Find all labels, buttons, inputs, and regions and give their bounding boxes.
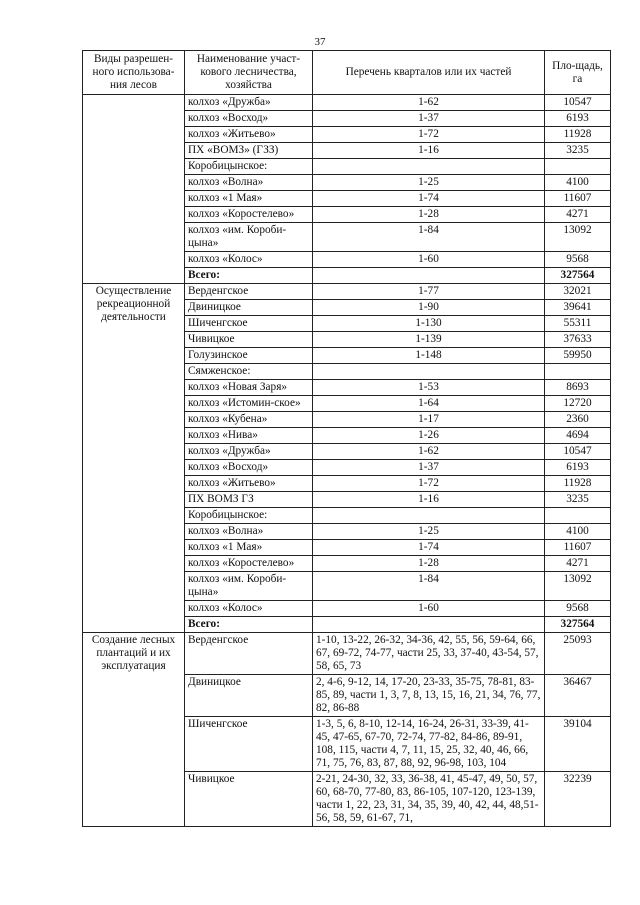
forestry-name-cell: ПХ «ВОМЗ» (ГЗЗ) bbox=[185, 143, 313, 159]
quarters-cell: 1-53 bbox=[313, 380, 545, 396]
forestry-name-cell: колхоз «Нива» bbox=[185, 428, 313, 444]
use-type-cell: Осуществление рекреационной деятельности bbox=[83, 284, 185, 633]
area-cell: 4271 bbox=[545, 207, 611, 223]
forestry-name-cell: колхоз «Новая Заря» bbox=[185, 380, 313, 396]
header-area: Пло-щадь, га bbox=[545, 51, 611, 95]
table-row bbox=[83, 633, 611, 675]
use-type-cell bbox=[83, 95, 185, 284]
area-cell: 3235 bbox=[545, 143, 611, 159]
area-cell: 13092 bbox=[545, 572, 611, 601]
quarters-cell: 1-26 bbox=[313, 428, 545, 444]
quarters-cell: 1-25 bbox=[313, 524, 545, 540]
forestry-name-cell: колхоз «Кубена» bbox=[185, 412, 313, 428]
area-cell: 12720 bbox=[545, 396, 611, 412]
forestry-name-cell: колхоз «Колос» bbox=[185, 601, 313, 617]
area-cell: 9568 bbox=[545, 252, 611, 268]
forestry-name-cell: ПХ ВОМЗ ГЗ bbox=[185, 492, 313, 508]
forestry-name-cell: колхоз «Волна» bbox=[185, 175, 313, 191]
forestry-name-cell: колхоз «Восход» bbox=[185, 111, 313, 127]
forestry-name-cell: Коробицынское: bbox=[185, 159, 313, 175]
quarters-cell bbox=[313, 364, 545, 380]
use-type-cell: Создание лесных плантаций и их эксплуатация bbox=[83, 633, 185, 827]
forestry-name-cell: колхоз «Коростелево» bbox=[185, 556, 313, 572]
quarters-cell: 1-37 bbox=[313, 460, 545, 476]
area-cell: 6193 bbox=[545, 111, 611, 127]
forestry-name-cell: Шиченгское bbox=[185, 316, 313, 332]
header-quarters: Перечень кварталов или их частей bbox=[313, 51, 545, 95]
table-row bbox=[83, 95, 611, 111]
total-empty-cell bbox=[313, 617, 545, 633]
area-cell: 39104 bbox=[545, 717, 611, 772]
quarters-cell: 1-139 bbox=[313, 332, 545, 348]
forestry-name-cell: колхоз «Дружба» bbox=[185, 95, 313, 111]
quarters-cell: 1-130 bbox=[313, 316, 545, 332]
quarters-cell: 1-28 bbox=[313, 207, 545, 223]
quarters-cell bbox=[313, 508, 545, 524]
forestry-name-cell: Голузинское bbox=[185, 348, 313, 364]
quarters-cell bbox=[313, 159, 545, 175]
area-cell: 11928 bbox=[545, 127, 611, 143]
total-label: Всего: bbox=[185, 617, 313, 633]
area-cell: 32239 bbox=[545, 772, 611, 827]
forestry-name-cell: колхоз «Истомин-ское» bbox=[185, 396, 313, 412]
area-cell: 55311 bbox=[545, 316, 611, 332]
area-cell: 32021 bbox=[545, 284, 611, 300]
quarters-cell: 1-28 bbox=[313, 556, 545, 572]
quarters-cell: 1-74 bbox=[313, 540, 545, 556]
area-cell: 13092 bbox=[545, 223, 611, 252]
quarters-cell: 1-64 bbox=[313, 396, 545, 412]
forestry-name-cell: Двиницкое bbox=[185, 300, 313, 316]
quarters-cell: 1-17 bbox=[313, 412, 545, 428]
quarters-cell: 1-90 bbox=[313, 300, 545, 316]
area-cell bbox=[545, 508, 611, 524]
forestry-name-cell: Верденгское bbox=[185, 633, 313, 675]
area-cell: 59950 bbox=[545, 348, 611, 364]
quarters-cell: 1-62 bbox=[313, 95, 545, 111]
area-cell: 4100 bbox=[545, 175, 611, 191]
forestry-name-cell: Чивицкое bbox=[185, 772, 313, 827]
forestry-name-cell: Верденгское bbox=[185, 284, 313, 300]
quarters-cell: 2-21, 24-30, 32, 33, 36-38, 41, 45-47, 49, 50, 57, 60, 68-70, 77-80, 83, 86-105, 107-120, 123-139, части 1, 22, 23, 31, 34, 35, 39, 40, 42, 44, 48,51-56, 58, 59, 61-67, 71, bbox=[313, 772, 545, 827]
page-number: 37 bbox=[314, 36, 326, 48]
forestry-name-cell: колхоз «Житьево» bbox=[185, 476, 313, 492]
forestry-name-cell: Коробицынское: bbox=[185, 508, 313, 524]
quarters-cell: 1-25 bbox=[313, 175, 545, 191]
total-empty-cell bbox=[313, 268, 545, 284]
area-cell: 4100 bbox=[545, 524, 611, 540]
forestry-name-cell: колхоз «Волна» bbox=[185, 524, 313, 540]
area-cell bbox=[545, 364, 611, 380]
quarters-cell: 1-72 bbox=[313, 476, 545, 492]
area-cell: 39641 bbox=[545, 300, 611, 316]
forestry-name-cell: колхоз «1 Мая» bbox=[185, 540, 313, 556]
quarters-cell: 1-16 bbox=[313, 143, 545, 159]
area-cell: 6193 bbox=[545, 460, 611, 476]
forestry-name-cell: Сямженское: bbox=[185, 364, 313, 380]
area-cell: 9568 bbox=[545, 601, 611, 617]
forestry-name-cell: колхоз «им. Короби-цына» bbox=[185, 572, 313, 601]
forestry-name-cell: Шиченгское bbox=[185, 717, 313, 772]
quarters-cell: 1-72 bbox=[313, 127, 545, 143]
forestry-name-cell: колхоз «Коростелево» bbox=[185, 207, 313, 223]
forestry-name-cell: колхоз «Восход» bbox=[185, 460, 313, 476]
quarters-cell: 1-148 bbox=[313, 348, 545, 364]
area-cell: 11607 bbox=[545, 540, 611, 556]
area-cell: 25093 bbox=[545, 633, 611, 675]
quarters-cell: 1-84 bbox=[313, 572, 545, 601]
quarters-cell: 1-74 bbox=[313, 191, 545, 207]
header-use-type: Виды разрешен-ного использова-ния лесов bbox=[83, 51, 185, 95]
area-cell: 36467 bbox=[545, 675, 611, 717]
table-header-row bbox=[83, 51, 611, 95]
forestry-name-cell: колхоз «Житьево» bbox=[185, 127, 313, 143]
area-cell: 37633 bbox=[545, 332, 611, 348]
quarters-cell: 1-16 bbox=[313, 492, 545, 508]
quarters-cell: 1-60 bbox=[313, 252, 545, 268]
forestry-name-cell: Чивицкое bbox=[185, 332, 313, 348]
area-cell bbox=[545, 159, 611, 175]
area-cell: 10547 bbox=[545, 444, 611, 460]
area-cell: 8693 bbox=[545, 380, 611, 396]
forestry-name-cell: колхоз «им. Короби-цына» bbox=[185, 223, 313, 252]
header-forestry-name: Наименование участ-кового лесничества, хозяйства bbox=[185, 51, 313, 95]
quarters-cell: 1-62 bbox=[313, 444, 545, 460]
forestry-name-cell: колхоз «Дружба» bbox=[185, 444, 313, 460]
quarters-cell: 1-84 bbox=[313, 223, 545, 252]
area-cell: 4694 bbox=[545, 428, 611, 444]
area-cell: 11607 bbox=[545, 191, 611, 207]
forestry-name-cell: колхоз «1 Мая» bbox=[185, 191, 313, 207]
quarters-cell: 1-37 bbox=[313, 111, 545, 127]
area-cell: 11928 bbox=[545, 476, 611, 492]
forest-use-table bbox=[82, 50, 611, 827]
area-cell: 4271 bbox=[545, 556, 611, 572]
quarters-cell: 1-3, 5, 6, 8-10, 12-14, 16-24, 26-31, 33-39, 41-45, 47-65, 67-70, 72-74, 77-82, 84-86, 89-91, 108, 115, части 4, 7, 11, 15, 25, 32, 40, 46, 66, 71, 75, 76, 83, 87, 88, 92, 96-98, 103, 104 bbox=[313, 717, 545, 772]
quarters-cell: 1-10, 13-22, 26-32, 34-36, 42, 55, 56, 59-64, 66, 67, 69-72, 74-77, части 25, 33, 37-40, 43-54, 57, 58, 65, 73 bbox=[313, 633, 545, 675]
total-area: 327564 bbox=[545, 617, 611, 633]
quarters-cell: 2, 4-6, 9-12, 14, 17-20, 23-33, 35-75, 78-81, 83-85, 89, части 1, 3, 7, 8, 13, 15, 16, 21, 34, 76, 77, 82, 86-88 bbox=[313, 675, 545, 717]
total-area: 327564 bbox=[545, 268, 611, 284]
area-cell: 3235 bbox=[545, 492, 611, 508]
total-label: Всего: bbox=[185, 268, 313, 284]
area-cell: 10547 bbox=[545, 95, 611, 111]
table-row bbox=[83, 284, 611, 300]
area-cell: 2360 bbox=[545, 412, 611, 428]
forestry-name-cell: колхоз «Колос» bbox=[185, 252, 313, 268]
forestry-name-cell: Двиницкое bbox=[185, 675, 313, 717]
quarters-cell: 1-77 bbox=[313, 284, 545, 300]
quarters-cell: 1-60 bbox=[313, 601, 545, 617]
